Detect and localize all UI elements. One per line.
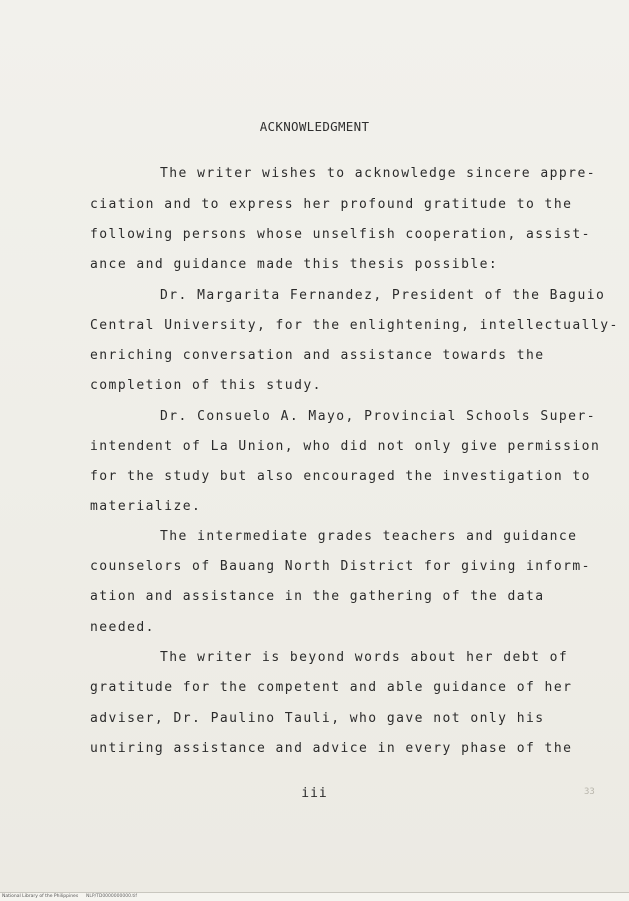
body-line: counselors of Bauang North District for giving inform- <box>90 559 591 574</box>
body-line: following persons whose unselfish cooperation, assist- <box>90 227 591 242</box>
body-line: The writer wishes to acknowledge sincere appre- <box>160 166 597 181</box>
body-line: The writer is beyond words about her debt of <box>160 650 569 665</box>
footer-identifier: NLP/TD0000000000.tif <box>86 894 137 899</box>
body-line: The intermediate grades teachers and guidance <box>160 529 578 544</box>
body-line: ciation and to express her profound gratitude to the <box>90 197 573 212</box>
margin-mark: 33 <box>584 787 595 797</box>
body-line: ance and guidance made this thesis possible: <box>90 257 499 272</box>
body-line: materialize. <box>90 499 202 514</box>
body-line: for the study but also encouraged the investigation to <box>90 469 591 484</box>
page-number: iii <box>301 786 328 801</box>
body-line: Dr. Margarita Fernandez, President of the Baguio <box>160 288 606 303</box>
body-line: ation and assistance in the gathering of the data <box>90 589 545 604</box>
body-line: untiring assistance and advice in every phase of the <box>90 741 573 756</box>
body-line: intendent of La Union, who did not only give permission <box>90 439 601 454</box>
body-line: Central University, for the enlightening, intellectually- <box>90 318 619 333</box>
body-line: Dr. Consuelo A. Mayo, Provincial Schools Super- <box>160 409 597 424</box>
body-line: adviser, Dr. Paulino Tauli, who gave not only his <box>90 711 545 726</box>
page-title: ACKNOWLEDGMENT <box>259 119 370 134</box>
body-line: needed. <box>90 620 155 635</box>
body-line: gratitude for the competent and able guidance of her <box>90 680 573 695</box>
footer-institution: National Library of the Philippines <box>2 894 79 899</box>
body-line: completion of this study. <box>90 378 322 393</box>
body-line: enriching conversation and assistance towards the <box>90 348 545 363</box>
